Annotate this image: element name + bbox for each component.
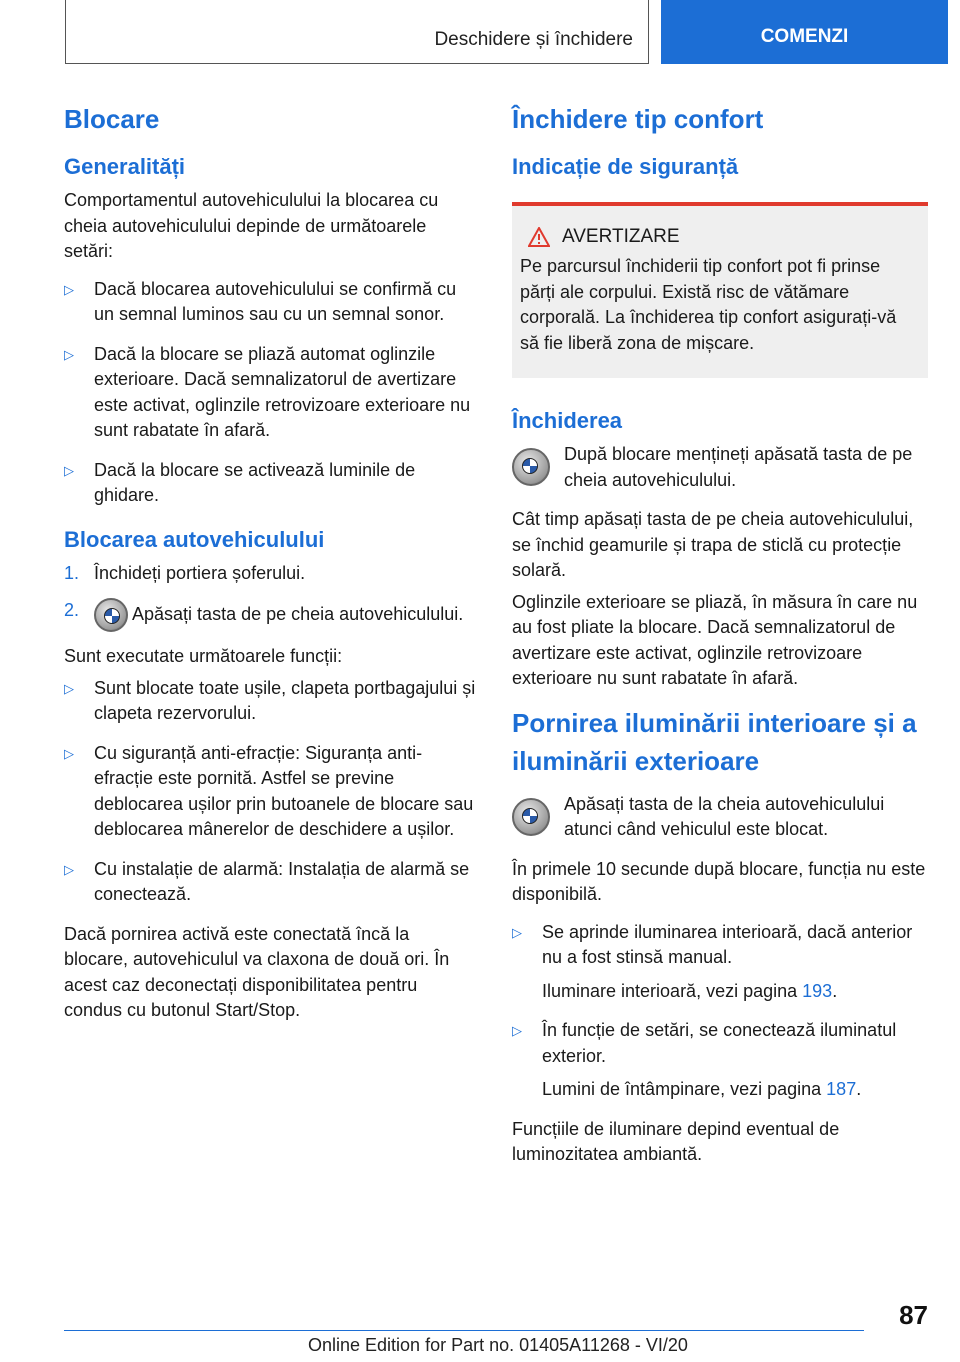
triangle-right-icon: ▷ <box>64 745 74 761</box>
triangle-right-icon: ▷ <box>512 1023 522 1038</box>
intro-paragraph: Comportamentul autovehiculului la blocarea cu cheia autovehiculului depinde de următoarele setări: <box>64 190 439 261</box>
page-link-187[interactable]: 187 <box>826 1079 857 1099</box>
left-column <box>64 100 478 1030</box>
list-item: ▷ Cu siguranță anti-efracție: Siguranța anti-efracție este pornită. Astfel se previne deblocarea ușilor prin butoanele de blocare sau deblocarea mânerelor de deschidere a ușilor. <box>64 742 474 839</box>
warning-box <box>512 202 928 378</box>
light-paragraph-2: Funcțiile de iluminare depind eventual de luminozitatea ambiantă. <box>512 1118 840 1164</box>
warning-title: AVERTIZARE <box>562 226 680 247</box>
heading-indicatie-siguranta: Indicație de siguranță <box>512 154 739 179</box>
list-item: ▷ Se aprinde iluminarea interioară, dacă anterior nu a fost stinsă manual. Iluminare interioară, vezi pagina 193. <box>512 921 913 1001</box>
list-item: ▷ Cu instalație de alarmă: Instalația de alarmă se conectează. <box>64 858 470 904</box>
list-item: ▷ Dacă blocarea autovehiculului se confirmă cu un semnal luminos sau cu un semnal sonor. <box>64 278 457 324</box>
closing-key-row <box>512 442 928 493</box>
heading-inchidere-tip-confort: Închidere tip confort <box>512 104 764 134</box>
list-item: ▷ În funcție de setări, se conectează iluminatul exterior. Lumini de întâmpinare, vezi pagina 187. <box>512 1020 897 1099</box>
footer-edition: Online Edition for Part no. 01405A11268 - VI/20 <box>308 1335 688 1355</box>
right-column <box>512 100 928 1174</box>
triangle-right-icon: ▷ <box>64 281 74 297</box>
bmw-key-button-icon <box>94 598 128 632</box>
triangle-right-icon: ▷ <box>512 924 522 940</box>
light-key-text: Apăsați tasta de la cheia autovehiculului atunci când vehiculul este blocat. <box>564 793 885 839</box>
heading-blocarea-autovehiculului: Blocarea autovehiculului <box>64 526 325 552</box>
page-link-193[interactable]: 193 <box>802 980 833 1001</box>
step-item: 1. Închideți portiera șoferului. <box>64 562 306 583</box>
heading-pornirea-iluminarii: Pornirea iluminării interioare și a iluminării exterioare <box>512 707 917 776</box>
functions-intro: Sunt executate următoarele funcții: <box>64 646 343 666</box>
step-item: 2. Apăsați tasta de pe cheia autovehiculului. <box>64 598 478 632</box>
closing-paragraph-1: Cât timp apăsați tasta de pe cheia autovehiculului, se închid geamurile și trapa de sticlă cu protecție solară. <box>512 509 914 580</box>
light-list <box>512 920 928 1103</box>
warning-triangle-icon <box>528 227 550 247</box>
footer-divider <box>64 1330 864 1331</box>
functions-list <box>64 676 478 908</box>
settings-list <box>64 277 478 509</box>
header-chapter-tab: COMENZI <box>661 0 948 64</box>
heading-generalitati: Generalități <box>64 154 186 179</box>
heading-inchiderea: Închiderea <box>512 408 623 433</box>
closing-paragraph-2: Oglinzile exterioare se pliază, în măsura în care nu au fost pliate la blocare. Dacă semnalizatorul de avertizare este activat, oglinzile retrovizoare exterioare nu sunt rabatate în afară. <box>512 591 918 688</box>
light-paragraph-1: În primele 10 secunde după blocare, funcția nu este disponibilă. <box>512 858 926 904</box>
heading-blocare: Blocare <box>64 104 160 134</box>
page-number: 87 <box>899 1300 928 1330</box>
bmw-key-button-icon <box>512 448 550 486</box>
triangle-right-icon: ▷ <box>64 462 74 478</box>
list-item: ▷ Dacă la blocare se pliază automat oglinzile exterioare. Dacă semnalizatorul de avertizare este activat, oglinzile retrovizoare exterioare nu sunt rabatate în afară. <box>64 343 471 440</box>
warning-text: Pe parcursul închiderii tip confort pot fi prinse părți ale corpului. Există risc de vătămare corporală. La închiderea tip confort asigurați-vă să fie liberă zona de mișcare. <box>520 256 897 353</box>
list-item: ▷ Sunt blocate toate ușile, clapeta portbagajului și clapeta rezervorului. <box>64 677 476 723</box>
closing-key-text: După blocare mențineți apăsată tasta de pe cheia autovehiculului. <box>564 444 913 490</box>
triangle-right-icon: ▷ <box>64 680 74 696</box>
header-section-title: Deschidere și închidere <box>434 29 633 50</box>
outro-paragraph: Dacă pornirea activă este conectată încă la blocare, autovehiculul va claxona de două ori. În acest caz deconectați disponibilitatea pentru condus cu butonul Start/Stop. <box>64 923 450 1020</box>
bmw-key-button-icon <box>512 798 550 836</box>
steps-list <box>64 561 478 633</box>
triangle-right-icon: ▷ <box>64 346 74 362</box>
light-key-row <box>512 792 928 843</box>
triangle-right-icon: ▷ <box>64 861 74 877</box>
list-item: ▷ Dacă la blocare se activează luminile de ghidare. <box>64 459 416 505</box>
